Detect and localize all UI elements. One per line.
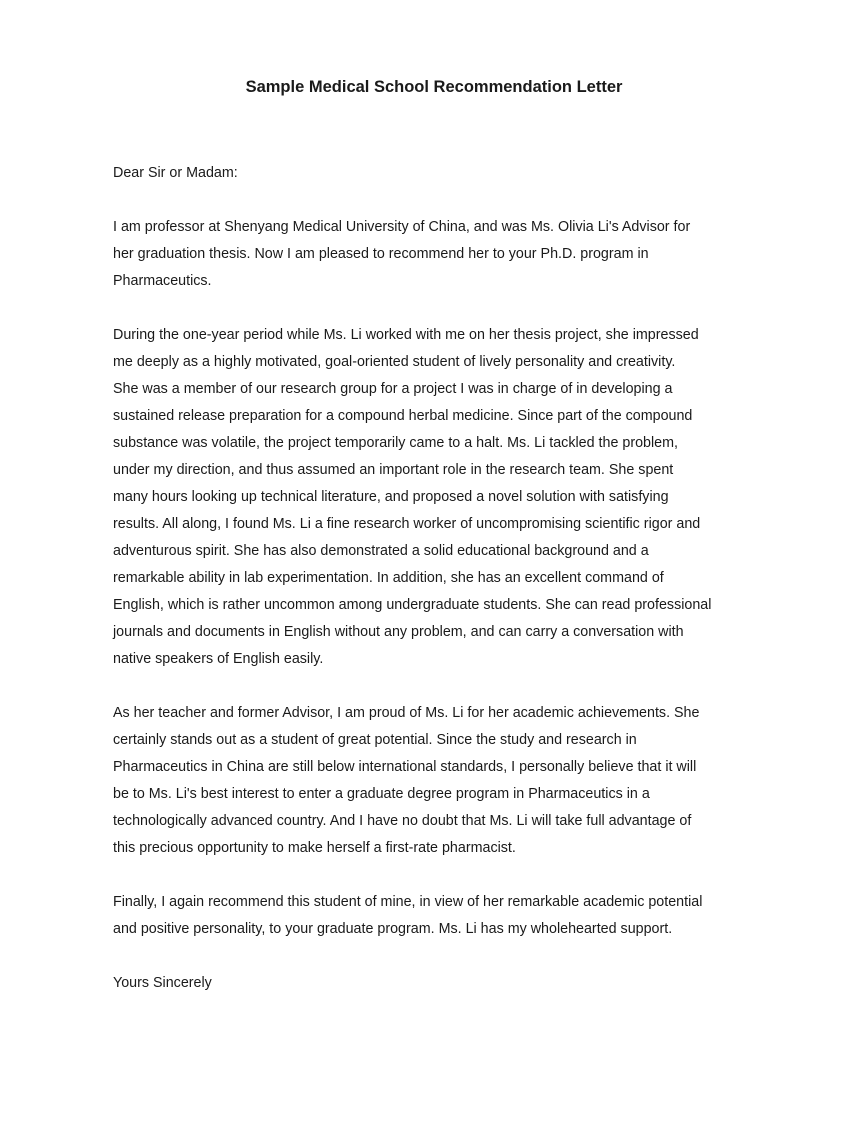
paragraph-line: She was a member of our research group for a project I was in charge of in developing a <box>113 381 673 397</box>
paragraph-line: her graduation thesis. Now I am pleased to recommend her to your Ph.D. program in <box>113 246 649 262</box>
paragraph-line: native speakers of English easily. <box>113 651 324 667</box>
paragraph-line: As her teacher and former Advisor, I am proud of Ms. Li for her academic achievements. She <box>113 705 700 721</box>
paragraph-line: certainly stands out as a student of great potential. Since the study and research in <box>113 732 637 748</box>
paragraph-line: many hours looking up technical literature, and proposed a novel solution with satisfying <box>113 489 669 505</box>
paragraph-line: this precious opportunity to make herself a first-rate pharmacist. <box>113 840 516 856</box>
paragraph-line: Pharmaceutics in China are still below international standards, I personally believe that it will <box>113 759 697 775</box>
paragraph-line: English, which is rather uncommon among undergraduate students. She can read professional <box>113 597 712 613</box>
paragraph-line: Finally, I again recommend this student of mine, in view of her remarkable academic potential <box>113 894 703 910</box>
paragraph-line: sustained release preparation for a compound herbal medicine. Since part of the compound <box>113 408 693 424</box>
salutation: Dear Sir or Madam: <box>113 165 238 181</box>
paragraph-achievements <box>113 700 763 862</box>
paragraph-line: remarkable ability in lab experimentation. In addition, she has an excellent command of <box>113 570 664 586</box>
page-title: Sample Medical School Recommendation Letter <box>245 78 623 96</box>
paragraph-line: be to Ms. Li's best interest to enter a graduate degree program in Pharmaceutics in a <box>113 786 650 802</box>
paragraph-line: technologically advanced country. And I have no doubt that Ms. Li will take full advantage of <box>113 813 692 829</box>
paragraph-line: Pharmaceutics. <box>113 273 212 289</box>
paragraph-line: results. All along, I found Ms. Li a fine research worker of uncompromising scientific rigor and <box>113 516 701 532</box>
letter-body <box>113 160 763 1024</box>
paragraph-conclusion <box>113 889 763 943</box>
paragraph-line: I am professor at Shenyang Medical University of China, and was Ms. Olivia Li's Advisor for <box>113 219 691 235</box>
paragraph-research-experience <box>113 322 763 673</box>
paragraph-line: journals and documents in English without any problem, and can carry a conversation with <box>113 624 684 640</box>
paragraph-line: under my direction, and thus assumed an important role in the research team. She spent <box>113 462 674 478</box>
paragraph-line: and positive personality, to your graduate program. Ms. Li has my wholehearted support. <box>113 921 673 937</box>
paragraph-line: me deeply as a highly motivated, goal-oriented student of lively personality and creativity. <box>113 354 676 370</box>
paragraph-line: substance was volatile, the project temporarily came to a halt. Ms. Li tackled the problem, <box>113 435 678 451</box>
closing: Yours Sincerely <box>113 975 212 991</box>
paragraph-line: adventurous spirit. She has also demonstrated a solid educational background and a <box>113 543 649 559</box>
paragraph-introduction <box>113 214 763 295</box>
paragraph-line: During the one-year period while Ms. Li worked with me on her thesis project, she impressed <box>113 327 699 343</box>
